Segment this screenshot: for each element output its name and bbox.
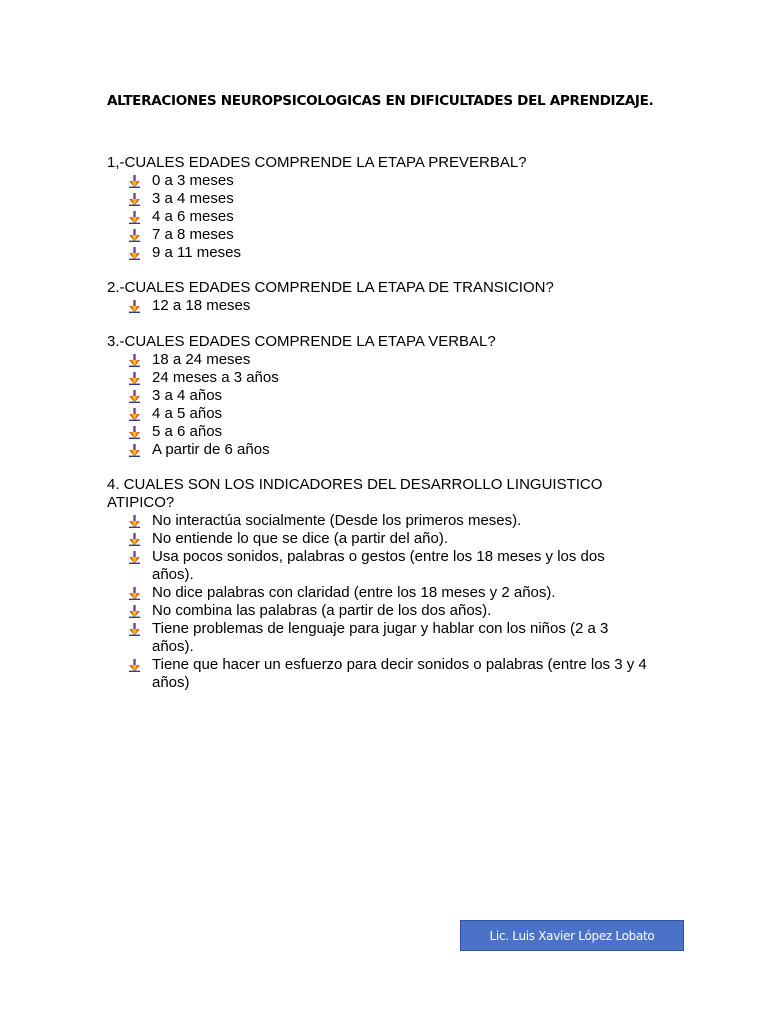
question-2 <box>107 279 647 315</box>
list-item <box>107 441 647 459</box>
list-item-text: No entiende lo que se dice (a partir del año). <box>152 530 449 547</box>
signature-box: Lic. Luis Xavier López Lobato <box>460 920 684 951</box>
list-item <box>107 208 647 226</box>
page-title: ALTERACIONES NEUROPSICOLOGICAS EN DIFICULTADES DEL APRENDIZAJE. <box>107 93 654 109</box>
list-item <box>107 387 647 405</box>
list-item <box>107 190 647 208</box>
list-item-text: 0 a 3 meses <box>152 172 234 189</box>
list-item <box>107 405 647 423</box>
arrow-down-bullet-icon <box>129 211 140 224</box>
list-item-text: 24 meses a 3 años <box>152 369 279 386</box>
arrow-down-bullet-icon <box>129 354 140 367</box>
list-item-text: Usa pocos sonidos, palabras o gestos (entre los 18 meses y los dos años). <box>152 548 605 583</box>
arrow-down-bullet-icon <box>129 300 140 313</box>
arrow-down-bullet-icon <box>129 193 140 206</box>
list-item-text: No combina las palabras (a partir de los dos años). <box>152 602 492 619</box>
arrow-down-bullet-icon <box>129 587 140 600</box>
list-item-text: 12 a 18 meses <box>152 297 251 314</box>
list-item <box>107 423 647 441</box>
list-item <box>107 226 647 244</box>
list-item <box>107 351 647 369</box>
question-text: 3.-CUALES EDADES COMPRENDE LA ETAPA VERBAL? <box>107 333 496 350</box>
list-item <box>107 369 647 387</box>
list-item-text: 5 a 6 años <box>152 423 223 440</box>
arrow-down-bullet-icon <box>129 533 140 546</box>
arrow-down-bullet-icon <box>129 515 140 528</box>
list-item-text: 3 a 4 años <box>152 387 223 404</box>
answer-list <box>107 172 647 262</box>
list-item-text: A partir de 6 años <box>152 441 270 458</box>
question-1 <box>107 154 647 262</box>
arrow-down-bullet-icon <box>129 444 140 457</box>
arrow-down-bullet-icon <box>129 372 140 385</box>
list-item-text: No interactúa socialmente (Desde los primeros meses). <box>152 512 522 529</box>
list-item-text: 4 a 6 meses <box>152 208 234 225</box>
list-item <box>107 530 647 548</box>
list-item-text: Tiene que hacer un esfuerzo para decir sonidos o palabras (entre los 3 y 4 años) <box>152 656 647 691</box>
arrow-down-bullet-icon <box>129 408 140 421</box>
question-3 <box>107 333 647 459</box>
list-item-text: Tiene problemas de lenguaje para jugar y hablar con los niños (2 a 3 años). <box>152 620 609 655</box>
list-item <box>107 244 647 262</box>
answer-list <box>107 351 647 459</box>
arrow-down-bullet-icon <box>129 175 140 188</box>
arrow-down-bullet-icon <box>129 426 140 439</box>
question-text: 1,-CUALES EDADES COMPRENDE LA ETAPA PREVERBAL? <box>107 154 527 171</box>
question-4 <box>107 476 647 692</box>
answer-list <box>107 297 647 315</box>
list-item-text: 7 a 8 meses <box>152 226 234 243</box>
list-item-text: 4 a 5 años <box>152 405 223 422</box>
list-item <box>107 297 647 315</box>
question-text: 2.-CUALES EDADES COMPRENDE LA ETAPA DE TRANSICION? <box>107 279 554 296</box>
arrow-down-bullet-icon <box>129 659 140 672</box>
list-item-text: 3 a 4 meses <box>152 190 234 207</box>
list-item <box>107 656 647 692</box>
answer-list <box>107 512 647 692</box>
list-item <box>107 548 647 584</box>
arrow-down-bullet-icon <box>129 247 140 260</box>
arrow-down-bullet-icon <box>129 605 140 618</box>
arrow-down-bullet-icon <box>129 229 140 242</box>
list-item <box>107 512 647 530</box>
list-item <box>107 172 647 190</box>
list-item <box>107 602 647 620</box>
question-text: 4. CUALES SON LOS INDICADORES DEL DESARROLLO LINGUISTICO ATIPICO? <box>107 476 603 511</box>
list-item <box>107 584 647 602</box>
list-item-text: No dice palabras con claridad (entre los 18 meses y 2 años). <box>152 584 556 601</box>
arrow-down-bullet-icon <box>129 623 140 636</box>
arrow-down-bullet-icon <box>129 551 140 564</box>
list-item <box>107 620 647 656</box>
arrow-down-bullet-icon <box>129 390 140 403</box>
list-item-text: 9 a 11 meses <box>152 244 241 261</box>
list-item-text: 18 a 24 meses <box>152 351 251 368</box>
